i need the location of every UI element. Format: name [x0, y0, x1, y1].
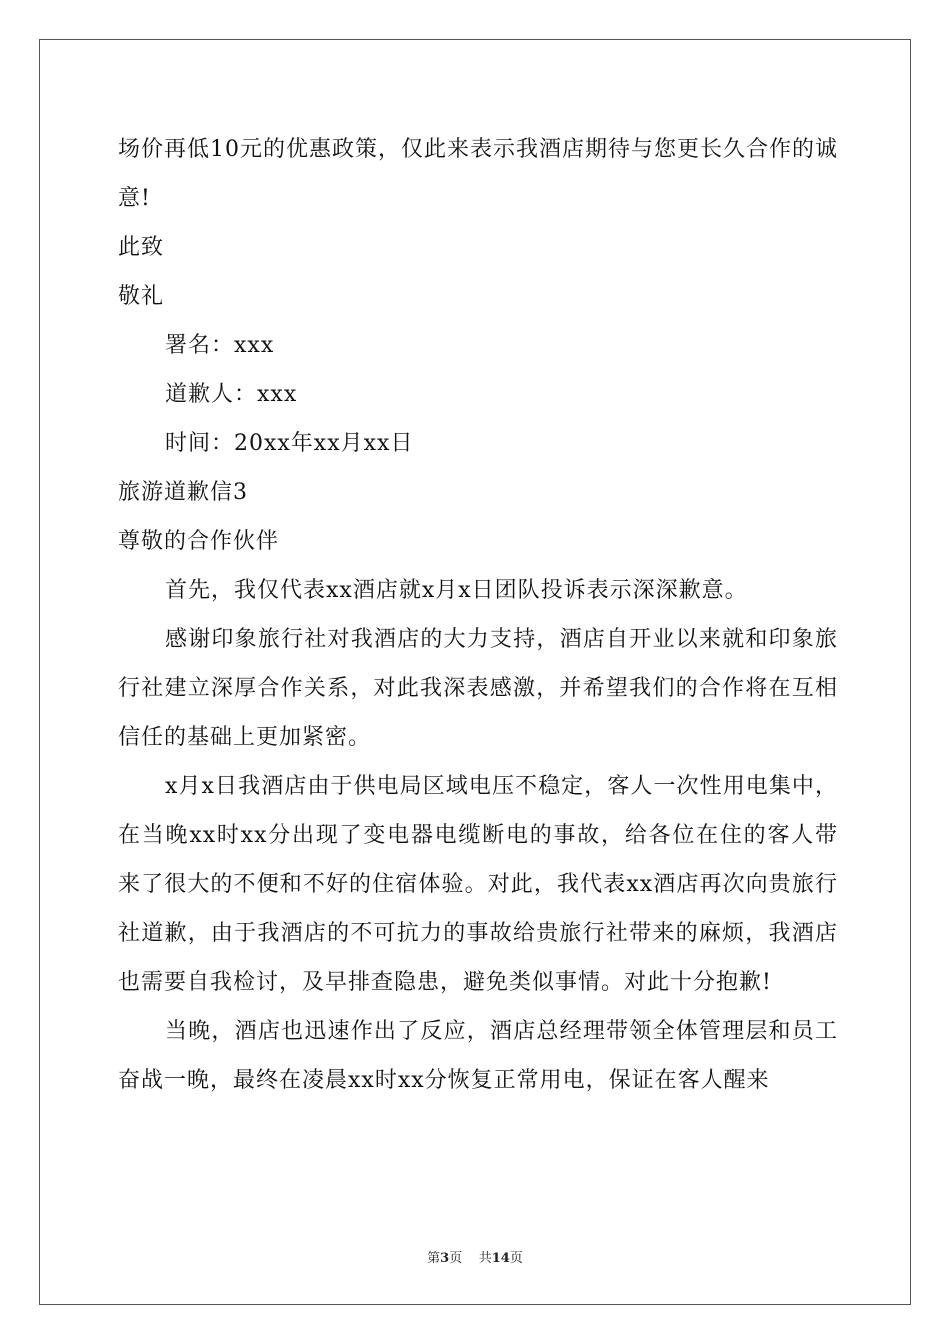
total-suffix: 页 — [509, 1251, 523, 1266]
closing-salutation: 此致 — [118, 235, 165, 260]
apologizer-line: 道歉人：xxx — [165, 382, 298, 407]
paragraph: 首先，我仅代表xx酒店就x月x日团队投诉表示深深歉意。 — [165, 578, 748, 603]
paragraph: 感谢印象旅行社对我酒店的大力支持，酒店自开业以来就和印象旅行社建立深厚合作关系，对此我深表感激，并希望我们的合作将在互相信任的基础上更加紧密。 — [118, 627, 838, 750]
closing-regards: 敬礼 — [118, 284, 165, 309]
page-suffix: 页 — [449, 1251, 463, 1266]
paragraph: 场价再低10元的优惠政策，仅此来表示我酒店期待与您更长久合作的诚意! — [118, 137, 838, 211]
paragraph: x月x日我酒店由于供电局区域电压不稳定，客人一次性用电集中，在当晚xx时xx分出现了变电器电缆断电的事故，给各位在住的客人带来了很大的不便和不好的住宿体验。对此，我代表xx酒店再次向贵旅行社道歉，由于我酒店的不可抗力的事故给贵旅行社带来的麻烦，我酒店也需要自我检讨，及早排查隐患，避免类似事情。对此十分抱歉! — [118, 774, 838, 995]
total-pages: 14 — [491, 1251, 510, 1266]
paragraph: 当晚，酒店也迅速作出了反应，酒店总经理带领全体管理层和员工奋战一晚，最终在凌晨xx时xx分恢复正常用电，保证在客人醒来 — [118, 1019, 838, 1093]
document-body — [118, 125, 838, 1105]
total-prefix: 共 — [478, 1251, 492, 1266]
page-prefix: 第 — [427, 1251, 441, 1266]
greeting: 尊敬的合作伙伴 — [118, 529, 280, 554]
section-title: 旅游道歉信3 — [118, 480, 248, 505]
page-footer — [0, 1247, 950, 1266]
date-line: 时间：20xx年xx月xx日 — [165, 431, 414, 456]
page-number: 3 — [440, 1251, 450, 1266]
signature-line: 署名：xxx — [165, 333, 275, 358]
